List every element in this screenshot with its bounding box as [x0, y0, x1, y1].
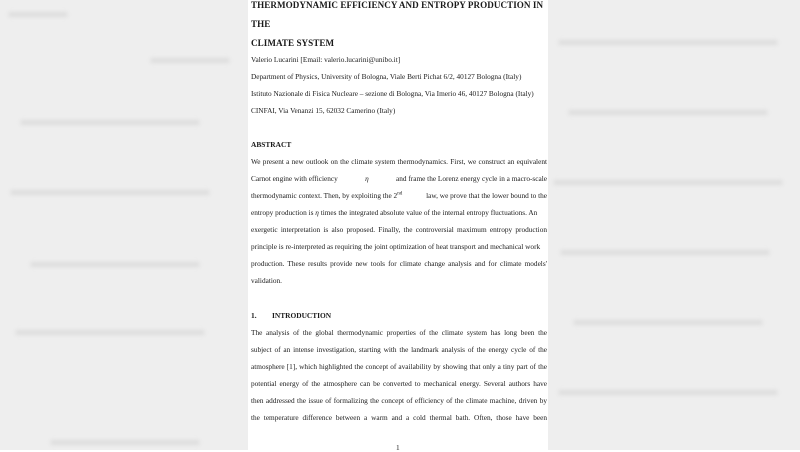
abstract-heading: ABSTRACT: [251, 140, 292, 149]
affiliation-1: Department of Physics, University of Bologna, Viale Berti Pichat 6/2, 40127 Bologna (Italy): [251, 72, 522, 81]
abstract-line-3: thermodynamic context. Then, by exploiting the 2nd law, we prove that the lower bound to the: [251, 191, 547, 200]
abstract-line-5: exergetic interpretation is also proposed. Finally, the controversial maximum entropy production: [251, 225, 547, 234]
eta-symbol: η: [365, 174, 369, 183]
section-title: INTRODUCTION: [272, 311, 332, 320]
abstract-line-6: principle is re-interpreted as requiring the joint optimization of heat transport and mechanical work: [251, 242, 541, 251]
abstract-line-2: Carnot engine with efficiency η and frame the Lorenz energy cycle in a macro-scale: [251, 174, 547, 183]
section-number: 1.: [251, 311, 257, 320]
affiliation-2: Istituto Nazionale di Fisica Nucleare – sezione di Bologna, Via Imerio 46, 40127 Bologna (Italy): [251, 89, 534, 98]
page-number: 1: [396, 443, 400, 452]
abstract-line-8: validation.: [251, 276, 283, 285]
intro-line-4: potential energy of the atmosphere can be converted to mechanical energy. Several authors have: [251, 379, 547, 388]
author-line: Valerio Lucarini [Email: valerio.lucarini@unibo.it]: [251, 55, 401, 64]
intro-line-1: The analysis of the global thermodynamic properties of the climate system has long been the: [251, 328, 547, 337]
intro-line-5: then addressed the issue of formalizing the concept of efficiency of the climate machine, driven by: [251, 396, 547, 405]
right-background: [548, 0, 800, 450]
paper-title: [251, 0, 547, 53]
left-background: [0, 0, 248, 450]
intro-heading: [251, 311, 332, 320]
document-page: [248, 0, 548, 450]
intro-line-2: subject of an intense investigation, starting with the landmark analysis of the energy cycle of the: [251, 345, 547, 354]
title-line-1: THERMODYNAMIC EFFICIENCY AND ENTROPY PRODUCTION IN THE: [251, 0, 544, 29]
affiliation-3: CINFAI, Via Venanzi 15, 62032 Camerino (Italy): [251, 106, 396, 115]
title-line-2: CLIMATE SYSTEM: [251, 38, 335, 48]
abstract-line-7: production. These results provide new tools for climate change analysis and for climate models': [251, 259, 547, 268]
abstract-line-4: entropy production is η times the integrated absolute value of the internal entropy fluctuations. An: [251, 208, 538, 217]
intro-line-6: the temperature difference between a warm and a cold thermal bath. Often, those have been: [251, 413, 547, 422]
intro-line-3: atmosphere [1], which highlighted the concept of availability by showing that only a tiny part of the: [251, 362, 547, 371]
abstract-line-1: We present a new outlook on the climate system thermodynamics. First, we construct an equivalent: [251, 157, 547, 166]
